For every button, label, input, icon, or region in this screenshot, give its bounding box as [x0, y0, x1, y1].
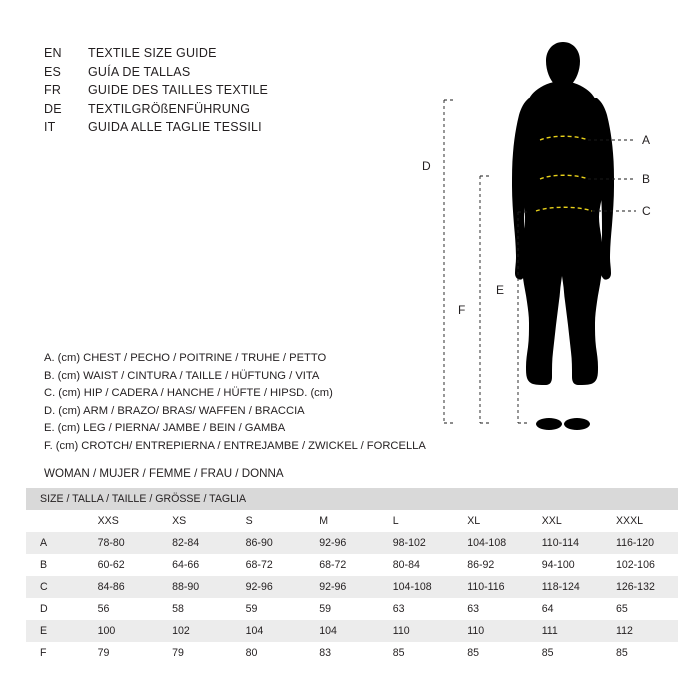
table-row	[26, 554, 678, 576]
cell-a-xxl: 110-114	[528, 532, 602, 554]
table-row	[26, 642, 678, 664]
table-row	[26, 576, 678, 598]
title-text-it: GUIDA ALLE TAGLIE TESSILI	[88, 120, 262, 134]
column-xxl: XXL	[528, 510, 602, 532]
title-row	[44, 63, 364, 82]
cell-a-l: 98-102	[379, 532, 453, 554]
cell-d-xs: 58	[158, 598, 232, 620]
cell-a-xxxl: 116-120	[602, 532, 678, 554]
row-label-b: B	[26, 554, 84, 576]
title-row	[44, 81, 364, 100]
cell-e-xxl: 111	[528, 620, 602, 642]
cell-b-xxl: 94-100	[528, 554, 602, 576]
cell-c-m: 92-96	[305, 576, 379, 598]
size-table	[26, 488, 678, 664]
marker-e: E	[496, 283, 505, 297]
column-xxxl: XXXL	[602, 510, 678, 532]
cell-d-s: 59	[232, 598, 306, 620]
row-label-c: C	[26, 576, 84, 598]
cell-b-l: 80-84	[379, 554, 453, 576]
bracket-d	[444, 100, 456, 423]
cell-c-xxxl: 126-132	[602, 576, 678, 598]
body-diagram	[400, 28, 680, 448]
legend-line-f: F. (cm) CROTCH/ ENTREPIERNA / ENTREJAMBE / ZWICKEL / FORCELLA	[44, 439, 426, 452]
cell-d-xxl: 64	[528, 598, 602, 620]
column-l: L	[379, 510, 453, 532]
title-row	[44, 100, 364, 119]
cell-d-xxs: 56	[84, 598, 158, 620]
title-row	[44, 118, 364, 137]
size-table-wrap	[26, 488, 678, 664]
cell-a-xl: 104-108	[453, 532, 527, 554]
cell-b-xl: 86-92	[453, 554, 527, 576]
cell-f-xl: 85	[453, 642, 527, 664]
category-label: WOMAN / MUJER / FEMME / FRAU / DONNA	[44, 467, 284, 480]
title-block	[44, 44, 364, 137]
cell-c-xxs: 84-86	[84, 576, 158, 598]
cell-d-xxxl: 65	[602, 598, 678, 620]
cell-f-xxs: 79	[84, 642, 158, 664]
cell-d-m: 59	[305, 598, 379, 620]
cell-e-xxxl: 112	[602, 620, 678, 642]
legend-line-d: D. (cm) ARM / BRAZO/ BRAS/ WAFFEN / BRACCIA	[44, 404, 305, 417]
table-row	[26, 532, 678, 554]
title-text-fr: GUIDE DES TAILLES TEXTILE	[88, 83, 269, 97]
bracket-f	[480, 176, 492, 423]
cell-c-s: 92-96	[232, 576, 306, 598]
legend-line-c: C. (cm) HIP / CADERA / HANCHE / HÜFTE / HIPSD. (cm)	[44, 387, 333, 400]
title-text-en: TEXTILE SIZE GUIDE	[88, 46, 217, 60]
legend-line-a: A. (cm) CHEST / PECHO / POITRINE / TRUHE / PETTO	[44, 352, 327, 364]
title-text-es: GUÍA DE TALLAS	[88, 64, 191, 79]
row-label-e: E	[26, 620, 84, 642]
cell-f-s: 80	[232, 642, 306, 664]
cell-b-s: 68-72	[232, 554, 306, 576]
cell-e-m: 104	[305, 620, 379, 642]
table-row	[26, 598, 678, 620]
marker-a: A	[642, 133, 651, 147]
cell-a-xs: 82-84	[158, 532, 232, 554]
cell-d-l: 63	[379, 598, 453, 620]
column-xs: XS	[158, 510, 232, 532]
table-header-label: SIZE / TALLA / TAILLE / GRÖSSE / TAGLIA	[26, 488, 678, 510]
cell-a-xxs: 78-80	[84, 532, 158, 554]
column-blank	[26, 510, 84, 532]
table-columns-row	[26, 510, 678, 532]
cell-e-s: 104	[232, 620, 306, 642]
column-xxs: XXS	[84, 510, 158, 532]
cell-f-m: 83	[305, 642, 379, 664]
cell-a-m: 92-96	[305, 532, 379, 554]
cell-b-xxs: 60-62	[84, 554, 158, 576]
marker-c: C	[642, 204, 651, 218]
cell-e-xs: 102	[158, 620, 232, 642]
legend-line-b: B. (cm) WAIST / CINTURA / TAILLE / HÜFTUNG / VITA	[44, 369, 320, 382]
column-s: S	[232, 510, 306, 532]
cell-c-l: 104-108	[379, 576, 453, 598]
row-label-d: D	[26, 598, 84, 620]
cell-b-xxxl: 102-106	[602, 554, 678, 576]
title-lang-es: ES	[44, 64, 62, 79]
cell-b-xs: 64-66	[158, 554, 232, 576]
column-m: M	[305, 510, 379, 532]
cell-c-xxl: 118-124	[528, 576, 602, 598]
marker-b: B	[642, 172, 651, 186]
title-row	[44, 44, 364, 63]
cell-c-xl: 110-116	[453, 576, 527, 598]
legend-line-e: E. (cm) LEG / PIERNA/ JAMBE / BEIN / GAMBA	[44, 422, 286, 435]
title-lang-de: DE	[44, 101, 62, 116]
cell-e-l: 110	[379, 620, 453, 642]
column-xl: XL	[453, 510, 527, 532]
table-header-row	[26, 488, 678, 510]
cell-e-xxs: 100	[84, 620, 158, 642]
title-text-de: TEXTILGRÖßENFÜHRUNG	[88, 101, 251, 116]
row-label-a: A	[26, 532, 84, 554]
title-lang-it: IT	[44, 120, 56, 134]
cell-a-s: 86-90	[232, 532, 306, 554]
cell-d-xl: 63	[453, 598, 527, 620]
marker-d: D	[422, 159, 431, 173]
cell-b-m: 68-72	[305, 554, 379, 576]
marker-f: F	[458, 303, 466, 317]
table-row	[26, 620, 678, 642]
cell-f-l: 85	[379, 642, 453, 664]
cell-c-xs: 88-90	[158, 576, 232, 598]
cell-f-xxxl: 85	[602, 642, 678, 664]
title-lang-en: EN	[44, 46, 62, 60]
title-lang-fr: FR	[44, 83, 62, 97]
row-label-f: F	[26, 642, 84, 664]
cell-f-xxl: 85	[528, 642, 602, 664]
cell-e-xl: 110	[453, 620, 527, 642]
cell-f-xs: 79	[158, 642, 232, 664]
female-silhouette	[512, 42, 614, 430]
